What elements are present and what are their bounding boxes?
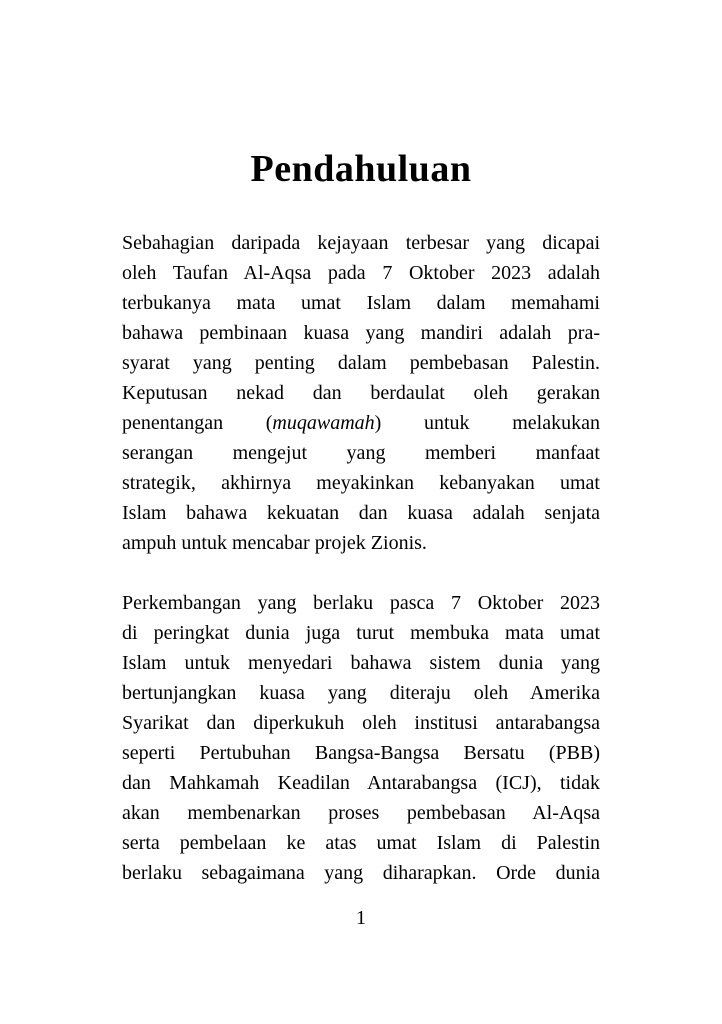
text-line [122, 768, 600, 798]
text-segment: berlaku sebagaimana yang diharapkan. Orde dunia [122, 862, 600, 884]
text-line [122, 498, 600, 528]
text-line [122, 348, 600, 378]
text-line [122, 798, 600, 828]
text-segment: bertunjangkan kuasa yang diteraju oleh Amerika [122, 682, 600, 704]
text-segment: seperti Pertubuhan Bangsa-Bangsa Bersatu (PBB) [122, 742, 600, 764]
text-line [122, 588, 600, 618]
text-segment: Perkembangan yang berlaku pasca 7 Oktober 2023 [122, 592, 600, 614]
text-segment: penentangan ( [122, 412, 273, 434]
text-segment: Keputusan nekad dan berdaulat oleh gerakan [122, 382, 600, 404]
italic-text: muqawamah [272, 412, 375, 434]
text-segment: terbukanya mata umat Islam dalam memahami [122, 292, 600, 314]
text-segment: Syarikat dan diperkukuh oleh institusi antarabangsa [122, 712, 600, 734]
text-segment: Islam bahawa kekuatan dan kuasa adalah senjata [122, 502, 600, 524]
text-line [122, 858, 600, 888]
text-line [122, 678, 600, 708]
text-segment: strategik, akhirnya meyakinkan kebanyakan umat [122, 472, 600, 494]
text-segment: syarat yang penting dalam pembebasan Palestin. [122, 352, 600, 374]
text-line [122, 378, 600, 408]
text-line [122, 738, 600, 768]
paragraph [122, 228, 600, 558]
text-line [122, 438, 600, 468]
text-segment: di peringkat dunia juga turut membuka mata umat [122, 622, 600, 644]
paragraphs [122, 228, 600, 888]
text-segment: bahawa pembinaan kuasa yang mandiri adalah pra- [122, 322, 600, 344]
text-segment: serangan mengejut yang memberi manfaat [122, 442, 600, 464]
text-segment: Islam untuk menyedari bahawa sistem dunia yang [122, 652, 600, 674]
text-line [122, 528, 600, 558]
paragraph [122, 588, 600, 888]
text-line [122, 708, 600, 738]
text-line [122, 288, 600, 318]
text-line [122, 228, 600, 258]
text-line [122, 648, 600, 678]
page-title: Pendahuluan [250, 148, 472, 190]
text-line [122, 618, 600, 648]
text-segment: oleh Taufan Al-Aqsa pada 7 Oktober 2023 adalah [122, 262, 600, 284]
text-line [122, 408, 600, 438]
text-segment: akan membenarkan proses pembebasan Al-Aqsa [122, 802, 600, 824]
text-line [122, 258, 600, 288]
text-segment: dan Mahkamah Keadilan Antarabangsa (ICJ), tidak [122, 772, 600, 794]
text-segment: Sebahagian daripada kejayaan terbesar yang dicapai [122, 232, 600, 254]
text-line [122, 828, 600, 858]
text-line [122, 318, 600, 348]
page-number: 1 [356, 907, 366, 929]
text-line [122, 468, 600, 498]
text-segment: serta pembelaan ke atas umat Islam di Palestin [122, 832, 600, 854]
text-segment: ampuh untuk mencabar projek Zionis. [122, 532, 427, 554]
text-segment: ) untuk melakukan [374, 412, 600, 434]
